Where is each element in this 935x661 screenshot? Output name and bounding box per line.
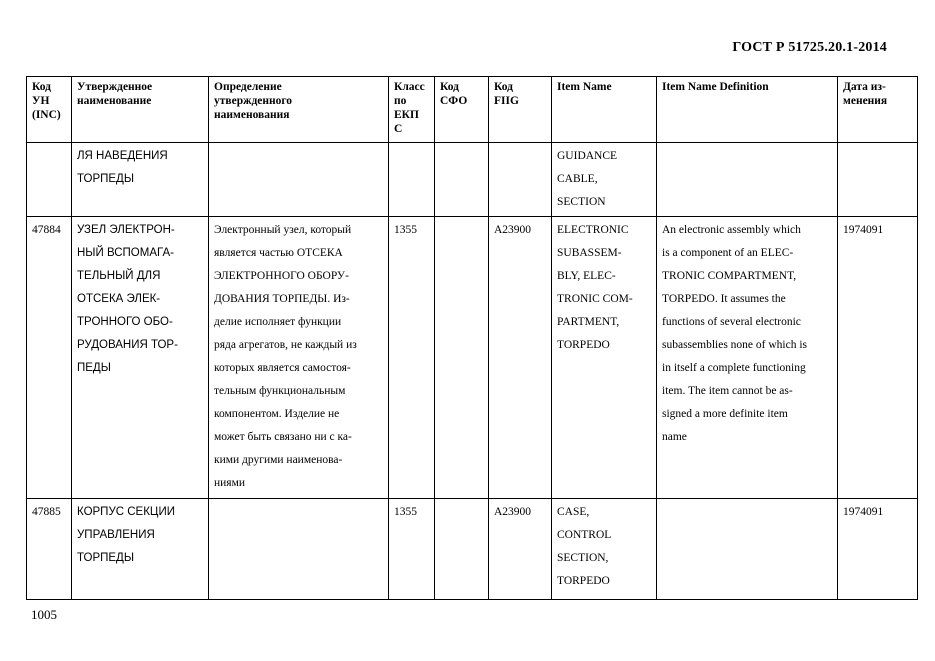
cell-item-name-definition-line: TORPEDO. It assumes the bbox=[662, 293, 786, 305]
cell-class bbox=[389, 143, 435, 217]
cell-approved-name-line: ТРОННОГО ОБО- bbox=[77, 316, 173, 328]
cell-class: 1355 bbox=[389, 217, 435, 499]
cell-definition-line: ЭЛЕКТРОННОГО ОБОРУ- bbox=[214, 270, 349, 282]
cell-item-name-line: BLY, ELEC- bbox=[557, 270, 616, 282]
cell-approved-name bbox=[72, 217, 209, 499]
cell-item-name-line: SECTION, bbox=[557, 552, 609, 564]
cell-item-name-definition-line: TRONIC COMPARTMENT, bbox=[662, 270, 797, 282]
cell-item-name-definition-line: item. The item cannot be as- bbox=[662, 385, 793, 397]
header-text-line: Определение bbox=[214, 81, 282, 93]
header-text-line: ЕКП bbox=[394, 109, 419, 121]
cell-approved-name-line: РУДОВАНИЯ ТОР- bbox=[77, 339, 178, 351]
header-text-line: Код bbox=[32, 81, 52, 93]
cell-item-name-definition bbox=[657, 143, 838, 217]
table-row bbox=[27, 217, 918, 499]
cell-approved-name-line: ТОРПЕДЫ bbox=[77, 173, 135, 185]
cell-item-name-line: SECTION bbox=[557, 196, 606, 208]
header-definition bbox=[209, 77, 389, 143]
cell-approved-name-line: ЛЯ НАВЕДЕНИЯ bbox=[77, 150, 168, 162]
cell-inc bbox=[27, 143, 72, 217]
header-text-line: утвержденного bbox=[214, 95, 293, 107]
cell-approved-name bbox=[72, 499, 209, 600]
header-text-line: (INC) bbox=[32, 109, 61, 121]
cell-definition-line: ДОВАНИЯ ТОРПЕДЫ. Из- bbox=[214, 293, 350, 305]
header-text-line: Код bbox=[440, 81, 460, 93]
cell-inc: 47885 bbox=[27, 499, 72, 600]
table-body bbox=[27, 143, 918, 600]
cell-definition-line: является частью ОТСЕКА bbox=[214, 247, 343, 259]
cell-fiig: A23900 bbox=[489, 217, 552, 499]
page-number: 1005 bbox=[31, 607, 57, 622]
cell-change-date bbox=[838, 143, 918, 217]
cell-definition-line: может быть связано ни с ка- bbox=[214, 431, 352, 443]
cell-definition-line: тельным функциональным bbox=[214, 385, 346, 397]
cell-item-name-definition-line: functions of several electronic bbox=[662, 316, 801, 328]
header-text-line: FIIG bbox=[494, 95, 519, 107]
cell-definition bbox=[209, 217, 389, 499]
cell-approved-name-line: ОТСЕКА ЭЛЕК- bbox=[77, 293, 161, 305]
cell-item-name-definition-line: is a component of an ELEC- bbox=[662, 247, 794, 259]
header-text-line: С bbox=[394, 123, 403, 135]
cell-item-name-definition-line: name bbox=[662, 431, 687, 443]
cell-definition-line: кими другими наименова- bbox=[214, 454, 343, 466]
cell-item-name bbox=[552, 217, 657, 499]
cell-approved-name bbox=[72, 143, 209, 217]
cell-item-name-definition bbox=[657, 217, 838, 499]
cell-item-name-line: GUIDANCE bbox=[557, 150, 618, 162]
cell-item-name-line: ELECTRONIC bbox=[557, 224, 629, 236]
cell-fiig: A23900 bbox=[489, 499, 552, 600]
cell-item-name-definition-line: in itself a complete functioning bbox=[662, 362, 806, 374]
cell-item-name-line: SUBASSEM- bbox=[557, 247, 622, 259]
header-text-line: УН bbox=[32, 95, 50, 107]
cell-item-name-definition-line: subassemblies none of which is bbox=[662, 339, 808, 351]
cell-class: 1355 bbox=[389, 499, 435, 600]
cell-item-name-line: TORPEDO bbox=[557, 575, 610, 587]
header-text-line: Дата из- bbox=[843, 81, 886, 93]
cell-change-date: 1974091 bbox=[838, 499, 918, 600]
cell-item-name-line: TRONIC COM- bbox=[557, 293, 633, 305]
cell-approved-name-line: УЗЕЛ ЭЛЕКТРОН- bbox=[77, 224, 175, 236]
table-row bbox=[27, 143, 918, 217]
cell-sfo bbox=[435, 217, 489, 499]
header-text-line: Item Name Definition bbox=[662, 81, 769, 93]
header-item-name-definition bbox=[657, 77, 838, 143]
table-header-row bbox=[27, 77, 918, 143]
header-text-line: наименования bbox=[214, 109, 290, 121]
cell-change-date: 1974091 bbox=[838, 217, 918, 499]
header-class bbox=[389, 77, 435, 143]
cell-approved-name-line: ПЕДЫ bbox=[77, 362, 111, 374]
cell-item-name-line: CABLE, bbox=[557, 173, 598, 185]
header-text-line: Код bbox=[494, 81, 514, 93]
cell-definition-line: компонентом. Изделие не bbox=[214, 408, 340, 420]
cell-approved-name-line: КОРПУС СЕКЦИИ bbox=[77, 506, 175, 518]
cell-item-name-line: TORPEDO bbox=[557, 339, 610, 351]
cell-approved-name-line: НЫЙ ВСПОМАГА- bbox=[77, 247, 174, 259]
cell-definition bbox=[209, 499, 389, 600]
cell-sfo bbox=[435, 143, 489, 217]
cell-inc: 47884 bbox=[27, 217, 72, 499]
cell-item-name-definition-line: An electronic assembly which bbox=[662, 224, 801, 236]
cell-approved-name-line: ТОРПЕДЫ bbox=[77, 552, 135, 564]
header-fiig bbox=[489, 77, 552, 143]
header-inc bbox=[27, 77, 72, 143]
header-text-line: наименование bbox=[77, 95, 152, 107]
header-text-line: менения bbox=[843, 95, 888, 107]
cell-item-name-line: CASE, bbox=[557, 506, 590, 518]
header-item-name bbox=[552, 77, 657, 143]
cell-item-name-line: CONTROL bbox=[557, 529, 612, 541]
header-approved-name bbox=[72, 77, 209, 143]
cell-approved-name-line: УПРАВЛЕНИЯ bbox=[77, 529, 155, 541]
cell-definition-line: ниями bbox=[214, 477, 246, 489]
cell-item-name bbox=[552, 143, 657, 217]
cell-item-name bbox=[552, 499, 657, 600]
table-row bbox=[27, 499, 918, 600]
cell-definition-line: ряда агрегатов, не каждый из bbox=[214, 339, 357, 351]
cell-fiig bbox=[489, 143, 552, 217]
cell-item-name-definition bbox=[657, 499, 838, 600]
cell-definition bbox=[209, 143, 389, 217]
header-text-line: Утвержденное bbox=[77, 81, 153, 93]
cell-item-name-line: PARTMENT, bbox=[557, 316, 620, 328]
header-text-line: Item Name bbox=[557, 81, 612, 93]
cell-approved-name-line: ТЕЛЬНЫЙ ДЛЯ bbox=[77, 270, 161, 282]
cell-sfo bbox=[435, 499, 489, 600]
cell-definition-line: Электронный узел, который bbox=[214, 224, 352, 236]
header-sfo bbox=[435, 77, 489, 143]
document-title: ГОСТ Р 51725.20.1-2014 bbox=[732, 40, 887, 55]
cell-item-name-definition-line: signed a more definite item bbox=[662, 408, 788, 420]
header-text-line: Класс bbox=[394, 81, 425, 93]
header-text-line: по bbox=[394, 95, 407, 107]
cell-definition-line: которых является самостоя- bbox=[214, 362, 351, 374]
catalog-table bbox=[26, 76, 918, 600]
cell-definition-line: делие исполняет функции bbox=[214, 316, 342, 328]
header-change-date bbox=[838, 77, 918, 143]
header-text-line: СФО bbox=[440, 95, 468, 107]
